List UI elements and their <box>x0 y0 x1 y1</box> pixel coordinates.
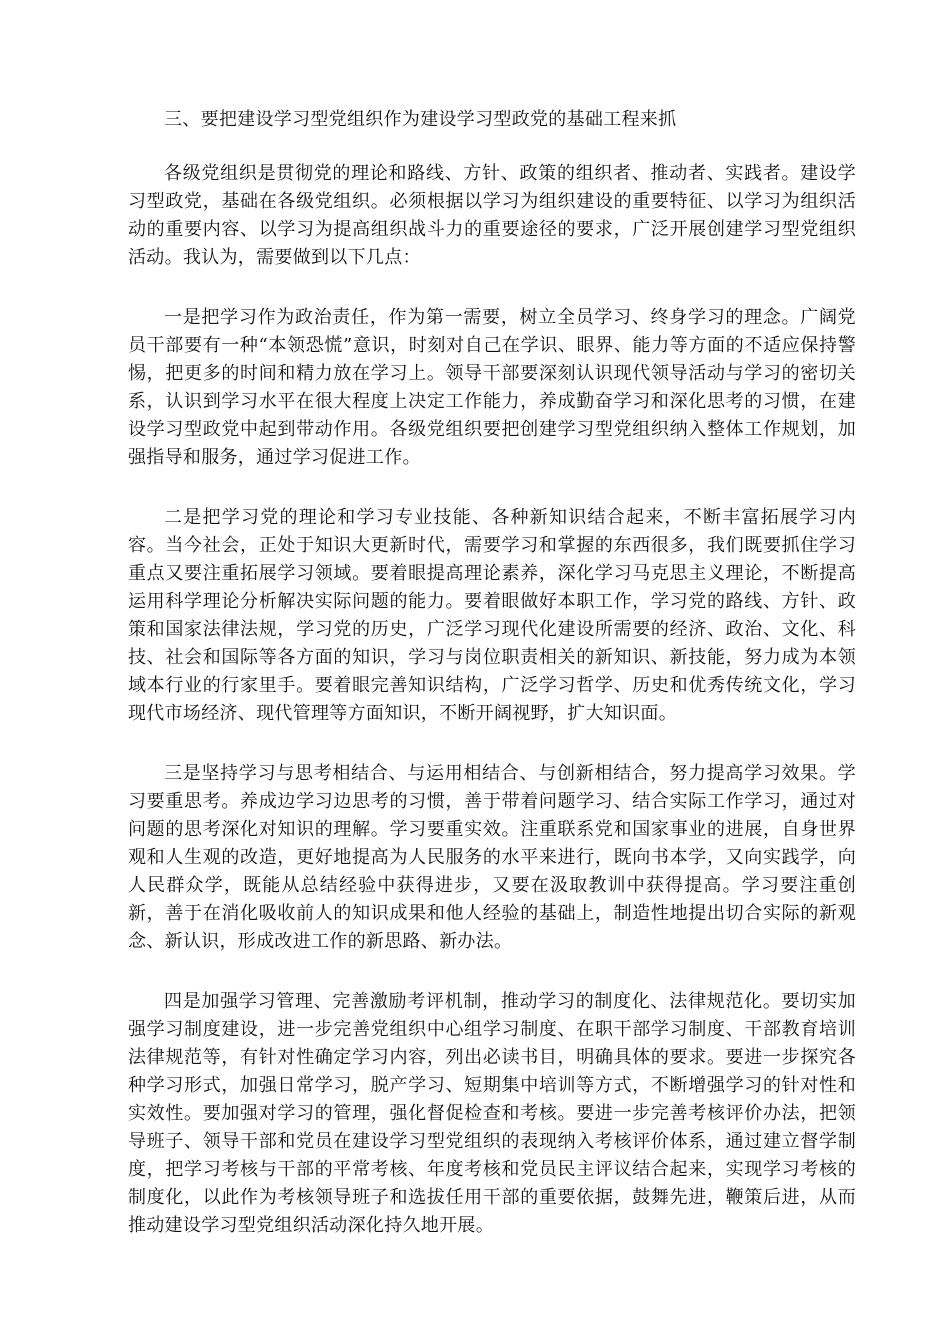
paragraph-point-two: 二是把学习党的理论和学习专业技能、各种新知识结合起来，不断丰富拓展学习内容。当今社会，正处于知识大更新时代，需要学习和掌握的东西很多，我们既要抓住学习重点又要注重拓展学习领域。要着眼提高理论素养，深化学习马克思主义理论，不断提高运用科学理论分析解决实际问题的能力。要着眼做好本职工作，学习党的路线、方针、政策和国家法律法规，学习党的历史，广泛学习现代化建设所需要的经济、政治、文化、科技、社会和国际等各方面的知识，学习与岗位职责相关的新知识、新技能，努力成为本领域本行业的行家里手。要着眼完善知识结构，广泛学习哲学、历史和优秀传统文化，学习现代市场经济、现代管理等方面知识，不断开阔视野，扩大知识面。 <box>128 507 856 724</box>
paragraph-point-four: 四是加强学习管理、完善激励考评机制，推动学习的制度化、法律规范化。要切实加强学习制度建设，进一步完善党组织中心组学习制度、在职干部学习制度、干部教育培训法律规范等，有针对性确定学习内容，列出必读书目，明确具体的要求。要进一步探究各种学习形式，加强日常学习，脱产学习、短期集中培训等方式，不断增强学习的针对性和实效性。要加强对学习的管理，强化督促检查和考核。要进一步完善考核评价办法，把领导班子、领导干部和党员在建设学习型党组织的表现纳入考核评价体系，通过建立督学制度，把学习考核与干部的平常考核、年度考核和党员民主评议结合起来，实现学习考核的制度化，以此作为考核领导班子和选拔任用干部的重要依据，鼓舞先进，鞭策后进，从而推动建设学习型党组织活动深化持久地开展。 <box>128 991 856 1236</box>
paragraph-point-three: 三是坚持学习与思考相结合、与运用相结合、与创新相结合，努力提高学习效果。学习要重思考。养成边学习边思考的习惯，善于带着问题学习、结合实际工作学习，通过对问题的思考深化对知识的理解。学习要重实效。注重联系党和国家事业的进展，自身世界观和人生观的改造，更好地提高为人民服务的水平来进行，既向书本学，又向实践学，向人民群众学，既能从总结经验中获得进步，又要在汲取教训中获得提高。学习要注重创新，善于在消化吸收前人的知识成果和他人经验的基础上，制造性地提出切合实际的新观念、新认识，形成改进工作的新思路、新办法。 <box>128 763 856 952</box>
section-heading: 三、要把建设学习型党组织作为建设学习型政党的基础工程来抓 <box>164 109 677 130</box>
document-body <box>128 106 856 1270</box>
paragraph-intro: 各级党组织是贯彻党的理论和路线、方针、政策的组织者、推动者、实践者。建设学习型政党，基础在各级党组织。必须根据以学习为组织建设的重要特征、以学习为组织活动的重要内容、以学习为提高组织战斗力的重要途径的要求，广泛开展创建学习型党组织活动。我认为，需要做到以下几点： <box>128 163 856 268</box>
paragraph-point-one: 一是把学习作为政治责任，作为第一需要，树立全员学习、终身学习的理念。广阔党员干部要有一种“本领恐慌”意识，时刻对自己在学识、眼界、能力等方面的不适应保持警惕，把更多的时间和精力放在学习上。领导干部要深刻认识现代领导活动与学习的密切关系，认识到学习水平在很大程度上决定工作能力，养成勤奋学习和深化思考的习惯，在建设学习型政党中起到带动作用。各级党组织要把创建学习型党组织纳入整体工作规划，加强指导和服务，通过学习促进工作。 <box>128 307 856 468</box>
